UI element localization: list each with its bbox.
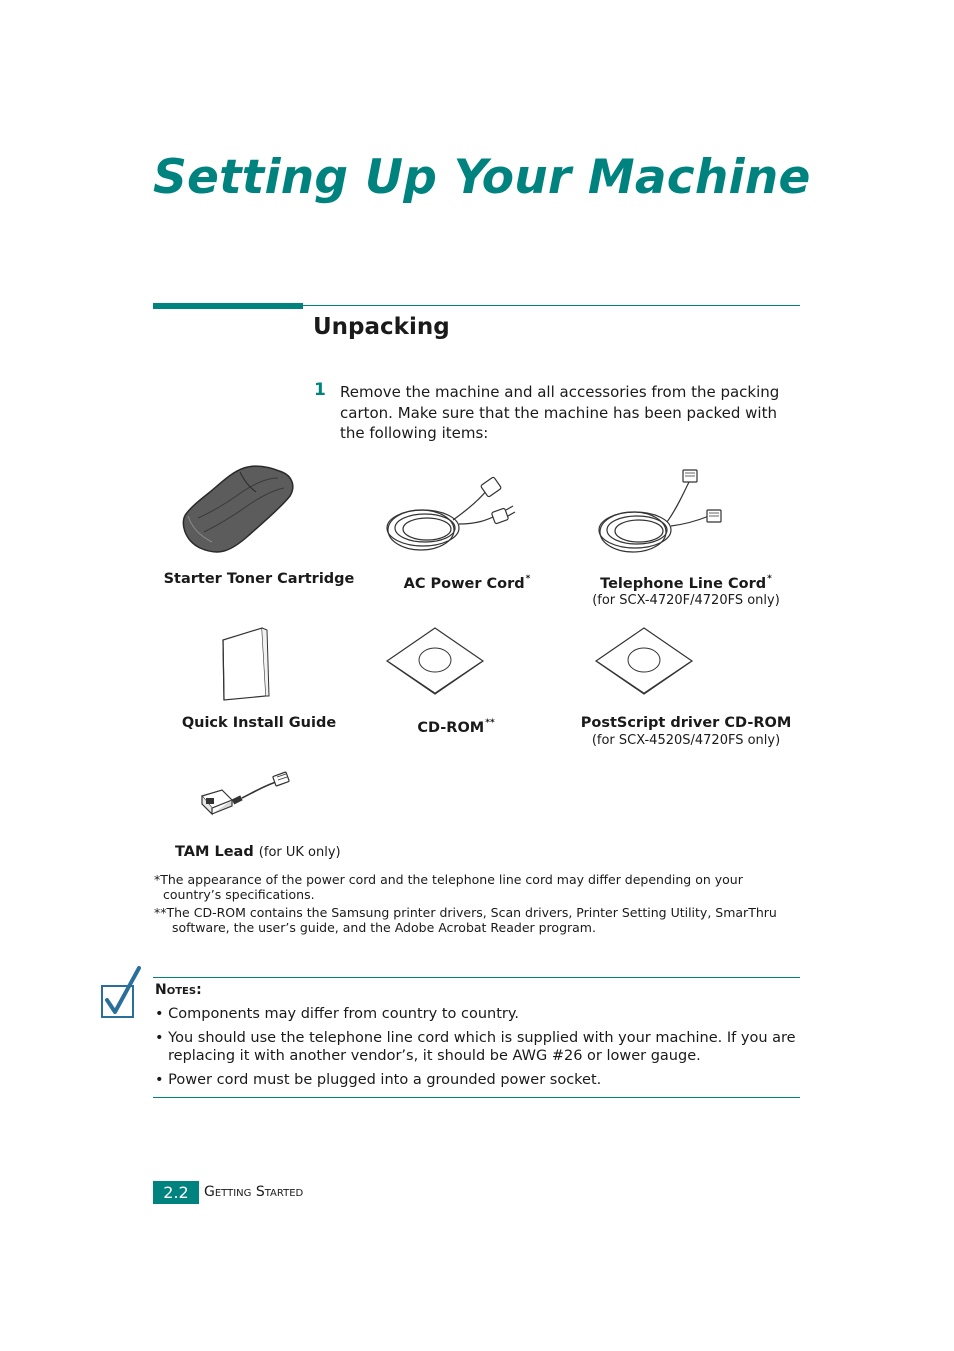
page-number: 2.2	[153, 1181, 199, 1204]
cd-rom-icon	[385, 626, 485, 696]
postscript-cd-rom-icon	[594, 626, 694, 696]
chapter-name: Getting Started	[204, 1184, 304, 1200]
phone-cord-label	[600, 574, 772, 592]
power-cord-label	[404, 574, 531, 592]
step-number: 1	[314, 380, 326, 400]
power-cord-icon	[383, 462, 523, 557]
notes-list	[155, 1006, 800, 1096]
phone-cord-note: (for SCX-4720F/4720FS only)	[592, 593, 780, 608]
ps-cdrom-note: (for SCX-4520S/4720FS only)	[591, 733, 781, 748]
phone-cord-label-text: Telephone Line Cord	[600, 576, 767, 592]
footnote-power-cord: *The appearance of the power cord and the telephone line cord may differ depending on your country’s specifications.	[154, 872, 743, 902]
tam-label-text: TAM Lead	[175, 844, 254, 860]
telephone-cord-icon	[595, 464, 735, 559]
section-rule	[303, 305, 800, 306]
tam-lead-icon	[198, 770, 294, 820]
notes-heading-text: Notes	[155, 982, 197, 998]
phone-cord-footnote-mark: *	[767, 574, 772, 584]
tam-note: (for UK only)	[258, 845, 341, 860]
checkmark-note-icon	[99, 964, 143, 1020]
footnote-cdrom: **The CD-ROM contains the Samsung printer drivers, Scan drivers, Printer Setting Utility, SmarThru software, the user’s guide, and the Adobe Acrobat Reader program.	[154, 905, 777, 935]
toner-label: Starter Toner Cartridge	[163, 571, 355, 587]
section-rule-accent	[153, 303, 303, 309]
step-text: Remove the machine and all accessories from the packing carton. Make sure that the machine has been packed with the following items:	[340, 383, 780, 442]
note-item: • Power cord must be plugged into a grounded power socket.	[155, 1071, 602, 1088]
power-cord-label-text: AC Power Cord	[403, 576, 525, 592]
note-item: • Components may differ from country to country.	[155, 1006, 519, 1022]
notes-top-rule	[153, 977, 800, 978]
section-heading: Unpacking	[313, 314, 450, 340]
notes-heading: Notes:	[155, 982, 202, 998]
toner-cartridge-icon	[178, 462, 298, 557]
ps-cdrom-label: PostScript driver CD-ROM	[580, 715, 792, 731]
tam-label	[175, 841, 341, 860]
page-title: Setting Up Your Machine	[153, 150, 811, 205]
power-cord-footnote-mark: *	[525, 574, 531, 584]
guide-label: Quick Install Guide	[181, 715, 337, 731]
cdrom-footnote-mark: **	[485, 718, 495, 728]
cdrom-label	[417, 718, 494, 736]
notes-bottom-rule	[153, 1097, 800, 1098]
note-item: • You should use the telephone line cord which is supplied with your machine. If you are replacing it with another vendor’s, it should be AWG #26 or lower gauge.	[155, 1030, 796, 1064]
booklet-icon	[218, 626, 274, 704]
cdrom-label-text: CD-ROM	[417, 720, 485, 736]
